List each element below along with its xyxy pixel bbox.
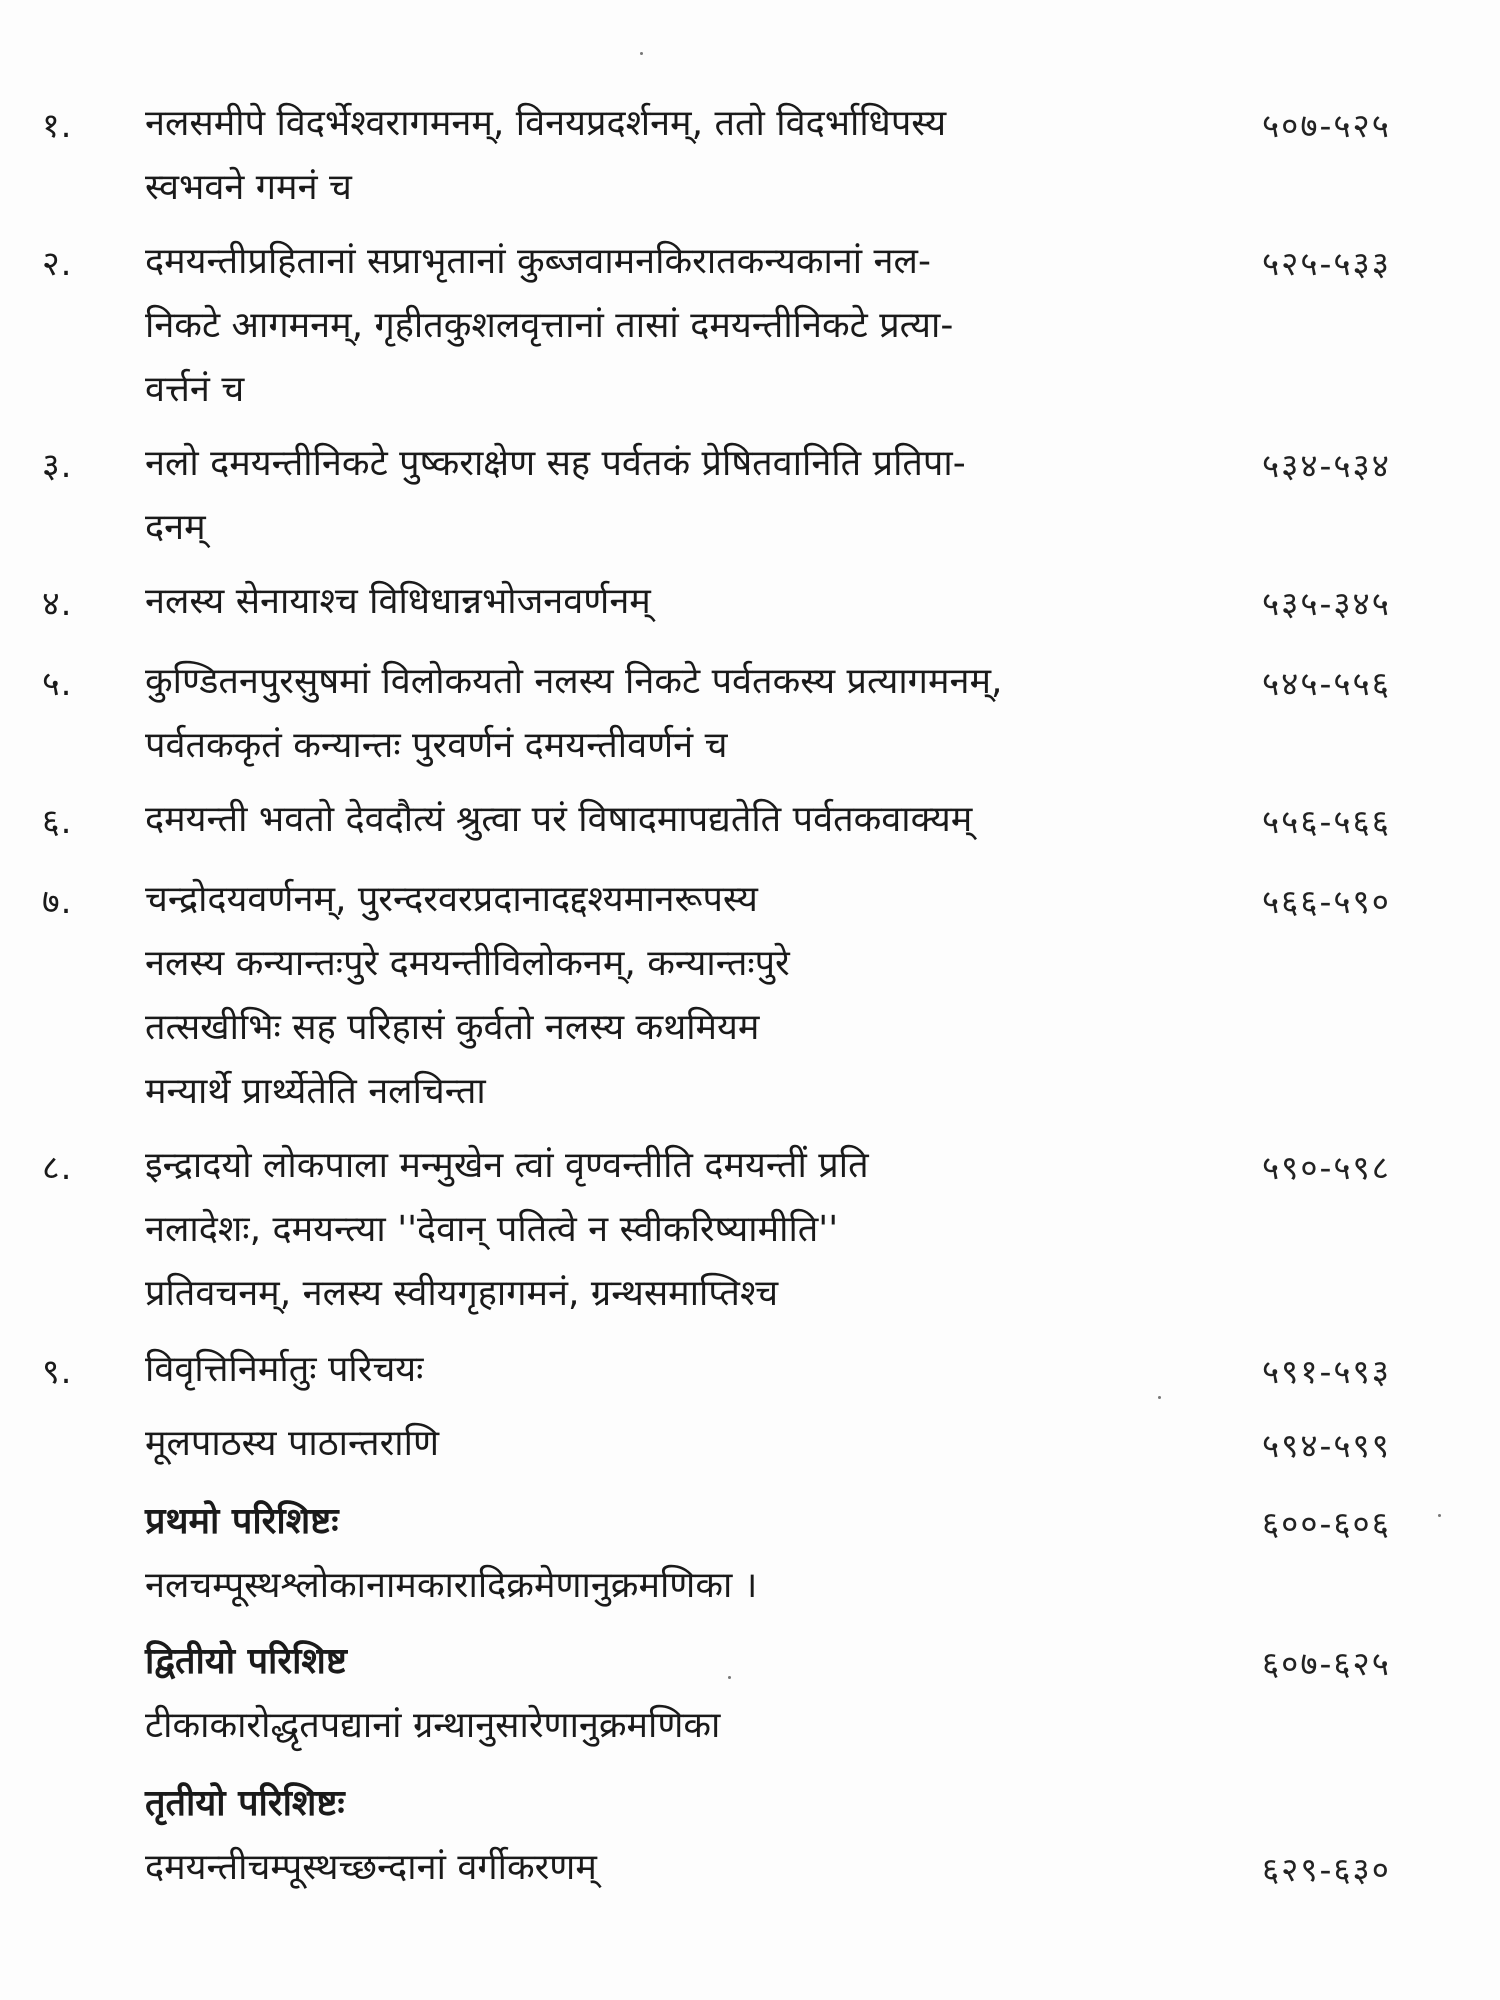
page-range: ५५६-५६६ xyxy=(1262,802,1391,841)
appendix-heading: तृतीयो परिशिष्टः xyxy=(145,1783,345,1824)
entry-line: दमयन्तीप्रहितानां सप्राभृतानां कुब्जवामनकिरातकन्यकानां नल- xyxy=(145,241,931,282)
entry-number: ३. xyxy=(42,446,73,486)
entry-text xyxy=(145,650,1145,778)
scan-speck xyxy=(728,1676,731,1679)
page-range: ५२५-५३३ xyxy=(1262,244,1391,283)
page-range: ६०७-६२५ xyxy=(1262,1644,1391,1683)
appendix-line: टीकाकारोद्धृतपद्यानां ग्रन्थानुसारेणानुक्रमणिका xyxy=(145,1705,721,1746)
appendix-text xyxy=(145,1772,1145,1900)
entry-text xyxy=(145,868,1145,1124)
entry-line: कुण्डितनपुरसुषमां विलोकयतो नलस्य निकटे पर्वतकस्य प्रत्यागमनम्, xyxy=(145,661,1003,702)
entry-line: नलस्य कन्यान्तःपुरे दमयन्तीविलोकनम्, कन्यान्तःपुरे xyxy=(145,943,790,984)
appendix-line: नलचम्पूस्थश्लोकानामकारादिक्रमेणानुक्रमणिका । xyxy=(145,1565,758,1606)
scan-speck xyxy=(1158,1396,1161,1399)
entry-line: तत्सखीभिः सह परिहासं कुर्वतो नलस्य कथमियम xyxy=(145,1007,760,1048)
entry-text xyxy=(145,1338,1145,1402)
entry-number: १. xyxy=(42,106,73,146)
appendix-line: दमयन्तीचम्पूस्थच्छन्दानां वर्गीकरणम् xyxy=(145,1847,597,1888)
entry-line: विवृत्तिनिर्मातुः परिचयः xyxy=(145,1349,424,1390)
entry-line: नलसमीपे विदर्भेश्वरागमनम्, विनयप्रदर्शनम्, ततो विदर्भाधिपस्य xyxy=(145,103,947,144)
page-range: ५३४-५३४ xyxy=(1262,446,1391,485)
entry-number: ९. xyxy=(42,1352,73,1392)
page-range: ६२९-६३० xyxy=(1262,1850,1391,1889)
entry-line: नलादेशः, दमयन्त्या ''देवान् पतित्वे न स्वीकरिष्यामीति'' xyxy=(145,1209,839,1250)
page-range: ५०७-५२५ xyxy=(1262,106,1391,145)
entry-number: ५. xyxy=(42,664,73,704)
entry-line: चन्द्रोदयवर्णनम्, पुरन्दरवरप्रदानादद्दश्यमानरूपस्य xyxy=(145,879,758,920)
page-range: ५९०-५९८ xyxy=(1262,1148,1391,1187)
appendix-heading: द्वितीयो परिशिष्ट xyxy=(145,1641,347,1682)
scan-speck xyxy=(1438,1514,1441,1517)
entry-number: ८. xyxy=(42,1148,73,1188)
entry-line: पर्वतककृतं कन्यान्तः पुरवर्णनं दमयन्तीवर्णनं च xyxy=(145,725,728,766)
entry-text xyxy=(145,92,1145,220)
entry-text xyxy=(145,788,1145,852)
page-range: ५६६-५९० xyxy=(1262,882,1391,921)
entry-text xyxy=(145,1134,1145,1326)
entry-line: दमयन्ती भवतो देवदौत्यं श्रुत्वा परं विषादमापद्यतेति पर्वतकवाक्यम् xyxy=(145,799,973,840)
entry-text xyxy=(145,570,1145,634)
entry-line: दनम् xyxy=(145,507,206,548)
appendix-heading: प्रथमो परिशिष्टः xyxy=(145,1501,339,1542)
entry-line: प्रतिवचनम्, नलस्य स्वीयगृहागमनं, ग्रन्थसमाप्तिश्च xyxy=(145,1273,779,1314)
entry-text xyxy=(145,1412,1145,1476)
entry-number: ६. xyxy=(42,802,73,842)
page-range: ५९१-५९३ xyxy=(1262,1352,1391,1391)
entry-line: वर्त्तनं च xyxy=(145,369,245,410)
entry-line: निकटे आगमनम्, गृहीतकुशलवृत्तानां तासां दमयन्तीनिकटे प्रत्या- xyxy=(145,305,954,346)
appendix-text xyxy=(145,1630,1145,1758)
entry-line: स्वभवने गमनं च xyxy=(145,167,352,208)
entry-text xyxy=(145,230,1145,422)
appendix-text xyxy=(145,1490,1145,1618)
entry-line: मूलपाठस्य पाठान्तराणि xyxy=(145,1423,439,1464)
entry-line: नलो दमयन्तीनिकटे पुष्कराक्षेण सह पर्वतकं प्रेषितवानिति प्रतिपा- xyxy=(145,443,966,484)
entry-line: नलस्य सेनायाश्च विधिधान्नभोजनवर्णनम् xyxy=(145,581,651,622)
entry-number: २. xyxy=(42,244,73,284)
entry-text xyxy=(145,432,1145,560)
entry-line: मन्यार्थे प्रार्थ्येतेति नलचिन्ता xyxy=(145,1071,486,1112)
entry-number: ७. xyxy=(42,882,73,922)
page-range: ५९४-५९९ xyxy=(1262,1426,1391,1465)
entry-line: इन्द्रादयो लोकपाला मन्मुखेन त्वां वृण्वन्तीति दमयन्तीं प्रति xyxy=(145,1145,869,1186)
entry-number: ४. xyxy=(42,584,73,624)
page-range: ५४५-५५६ xyxy=(1262,664,1391,703)
page-range: ६००-६०६ xyxy=(1262,1504,1391,1543)
page-range: ५३५-३४५ xyxy=(1262,584,1391,623)
scan-speck xyxy=(640,52,643,55)
